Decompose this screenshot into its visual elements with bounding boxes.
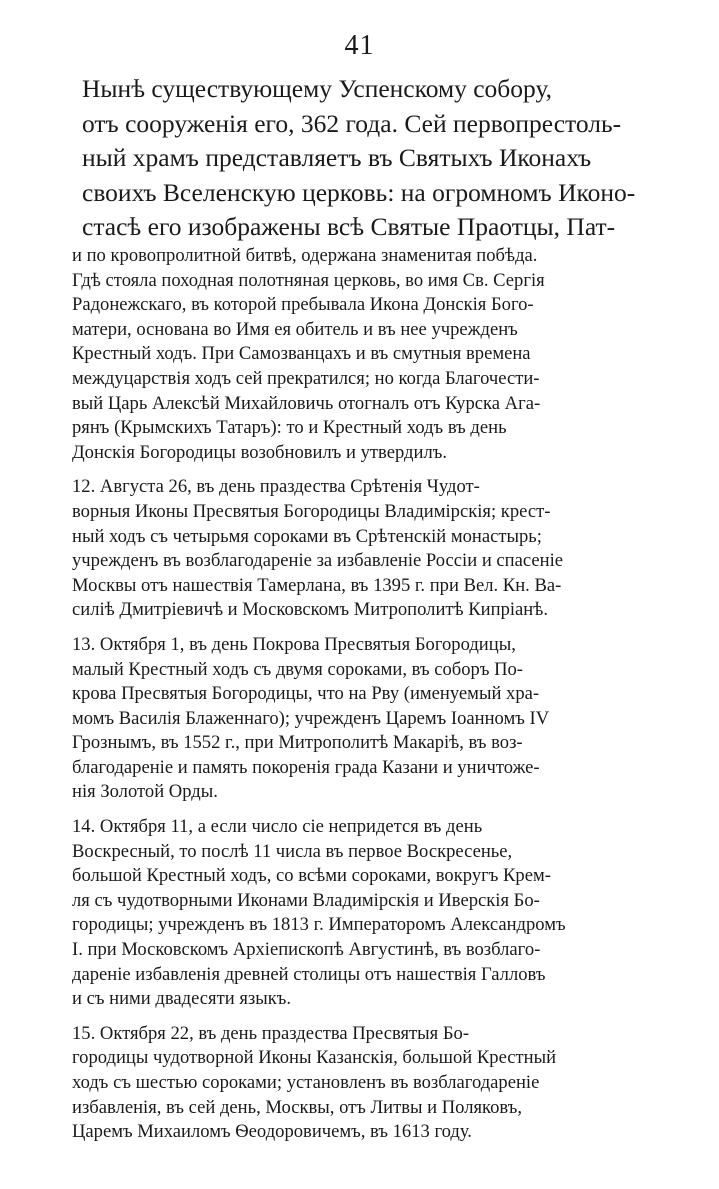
footnote-line: большой Крестный ходъ, со всѣми сороками, вокругъ Крем-: [72, 865, 551, 887]
footnote-line: Москвы отъ нашествія Тамерлана, въ 1395 г. при Вел. Кн. Ва-: [72, 574, 562, 596]
footnote-line: Грознымъ, въ 1552 г., при Митрополитѣ Макаріѣ, въ воз-: [72, 732, 523, 754]
footnote-line: ный ходъ съ четырьмя сороками въ Срѣтенскій монастырь;: [72, 525, 542, 547]
footnote-line: I. при Московскомъ Архіепископѣ Августинѣ, въ возблаго-: [72, 939, 541, 961]
footnote-line: ходъ съ шестью сороками; установленъ въ возблагодареніе: [72, 1072, 540, 1093]
page-number: 41: [344, 30, 375, 61]
footnote-line: дареніе избавленія древней столицы отъ нашествія Галловъ: [72, 963, 546, 985]
main-line: стасѣ его изображены всѣ Святые Праотцы, Пат-: [82, 212, 616, 241]
main-line: отъ сооруженія его, 362 года. Сей первопрестоль-: [82, 108, 622, 138]
footnote-line: вый Царь Алексѣй Михайловичь отогналъ отъ Курска Ага-: [72, 392, 541, 414]
footnote-line: крова Пресвятыя Богородицы, что на Рву (именуемый хра-: [72, 683, 540, 705]
footnote-block: [72, 815, 664, 1012]
footnote-line: 12. Августа 26, въ день праздества Срѣтенія Чудот-: [72, 476, 480, 498]
footnote-line: избавленія, въ сей день, Москвы, отъ Литвы и Поляковъ,: [72, 1096, 522, 1118]
footnotes: [72, 244, 664, 1145]
footnote-line: и съ ними двадесяти языкъ.: [72, 988, 292, 1010]
footnote-line: 14. Октября 11, а если число сіе непридется въ день: [72, 816, 483, 838]
footnote-line: Воскресный, то послѣ 11 числа въ первое Воскресенье,: [72, 840, 513, 862]
footnote-line: момъ Василія Блаженнаго); учрежденъ Царемъ Іоанномъ IV: [72, 707, 550, 729]
footnote-line: рянъ (Крымскихъ Татаръ): то и Крестный ходъ въ день: [72, 417, 507, 439]
footnote-line: нія Золотой Орды.: [72, 781, 218, 803]
footnote-line: благодареніе и память покоренія града Казани и уничтоже-: [72, 756, 540, 778]
footnote-line: междуцарствія ходъ сей прекратился; но когда Благочести-: [72, 367, 540, 389]
footnote-line: учрежденъ въ возблагодареніе за избавленіе Россіи и спасеніе: [72, 550, 563, 572]
footnote-block: [72, 1022, 664, 1145]
footnote-line: малый Крестный ходъ съ двумя сороками, въ соборъ По-: [72, 658, 523, 680]
footnote-line: и по кровопролитной битвѣ, одержана знаменитая побѣда.: [72, 245, 538, 266]
footnote-block: [72, 633, 664, 805]
main-line: Нынѣ существующему Успенскому собору,: [82, 74, 553, 103]
main-line: ный храмъ представляетъ въ Святыхъ Иконахъ: [82, 143, 592, 172]
footnote-line: Радонежскаго, въ которой пребывала Икона Донскія Бого-: [72, 294, 534, 316]
footnote-line: ворныя Иконы Пресвятыя Богородицы Владимірскія; крест-: [72, 500, 551, 522]
footnote-line: 13. Октября 1, въ день Покрова Пресвятыя Богородицы,: [72, 633, 516, 655]
footnote-line: силіѣ Дмитріевичѣ и Московскомъ Митрополитѣ Кипріанѣ.: [72, 599, 548, 621]
main-line: своихъ Вселенскую церковь: на огромномъ Иконо-: [82, 177, 636, 207]
footnote-line: Донскія Богородицы возобновилъ и утвердилъ.: [72, 441, 447, 463]
footnote-line: 15. Октября 22, въ день праздества Пресвятыя Бо-: [72, 1022, 470, 1044]
footnote-line: Царемъ Михаиломъ Ѳеодоровичемъ, въ 1613 году.: [72, 1121, 472, 1143]
footnote-line: ля съ чудотворными Иконами Владимірскія и Иверскія Бо-: [72, 889, 540, 911]
footnote-line: матери, основана во Имя ея обитель и въ нее учрежденъ: [72, 318, 518, 340]
footnote-block: [72, 244, 664, 465]
footnote-line: городицы чудотворной Иконы Казанскія, большой Крестный: [72, 1047, 557, 1069]
footnote-line: Крестный ходъ. При Самозванцахъ и въ смутныя времена: [72, 343, 531, 365]
footnote-block: [72, 475, 664, 623]
footnote-line: городицы; учрежденъ въ 1813 г. Императоромъ Александромъ: [72, 914, 566, 936]
footnote-line: Гдѣ стояла походная полотняная церковь, во имя Св. Сергія: [72, 269, 545, 291]
main-text: [82, 72, 662, 245]
